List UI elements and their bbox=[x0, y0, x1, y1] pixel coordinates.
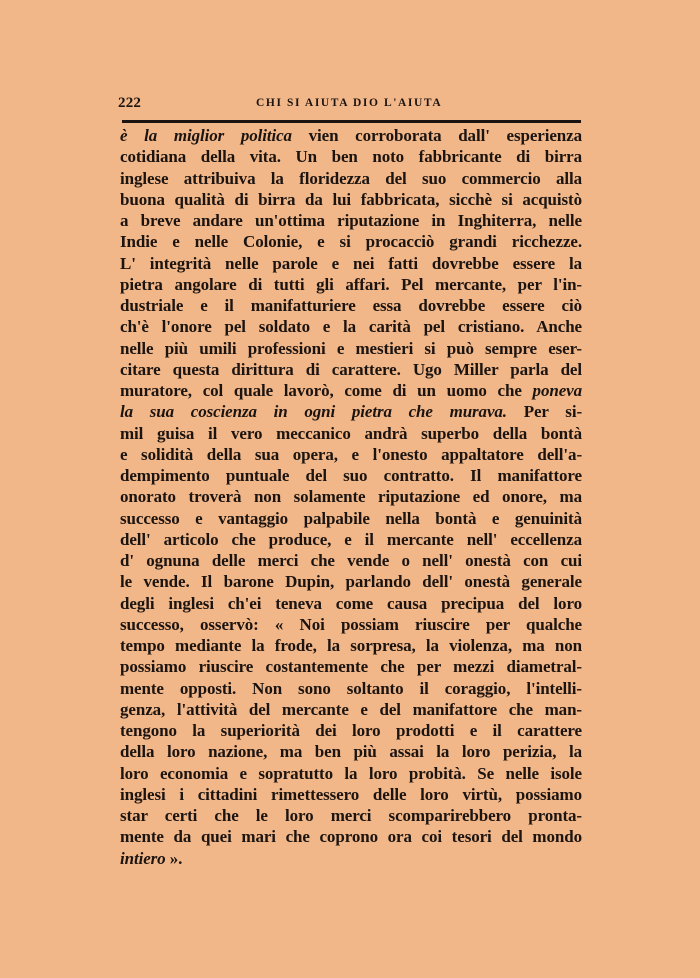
text-segment: Indie e nelle Colonie, e si procacciò grandi ricchezze. bbox=[120, 232, 582, 252]
text-segment: dempimento puntuale del suo contratto. Il manifattore bbox=[120, 466, 582, 485]
text-segment: onorato troverà non solamente riputazione ed onore, ma bbox=[120, 487, 582, 507]
text-segment: nelle più umili professioni e mestieri si può sempre eser- bbox=[120, 338, 582, 358]
text-line bbox=[120, 486, 582, 507]
text-line bbox=[120, 423, 582, 444]
text-line bbox=[120, 380, 582, 401]
text-line bbox=[120, 444, 582, 465]
text-segment: loro economia e sopratutto la loro probità. Se nelle isole bbox=[120, 763, 582, 783]
text-segment: successo e vantaggio palpabile nella bontà e genuinità bbox=[120, 508, 582, 528]
text-segment: mil guisa il vero meccanico andrà superbo della bontà bbox=[120, 423, 582, 443]
text-segment: citare questa dirittura di carattere. Ugo Miller parla del bbox=[120, 359, 582, 379]
text-segment: e solidità della sua opera, e l'onesto appaltatore dell'a- bbox=[120, 444, 582, 464]
text-line bbox=[120, 529, 582, 550]
text-line bbox=[120, 678, 582, 699]
text-line bbox=[120, 231, 582, 252]
italic-text-segment: la sua coscienza in ogni pietra che murava. bbox=[120, 402, 507, 422]
text-line bbox=[120, 274, 582, 295]
text-line bbox=[120, 125, 582, 146]
italic-text-segment: è la miglior politica bbox=[120, 126, 292, 145]
text-line bbox=[120, 253, 582, 274]
text-segment: Per si- bbox=[506, 402, 583, 422]
text-line bbox=[120, 571, 582, 592]
text-line bbox=[120, 295, 582, 316]
text-line bbox=[120, 189, 582, 210]
text-line bbox=[120, 805, 582, 826]
text-line bbox=[120, 826, 582, 847]
page-header bbox=[118, 95, 580, 115]
text-line bbox=[120, 784, 582, 805]
text-segment: mente da quei mari che coprono ora coi tesori del mondo bbox=[120, 827, 582, 847]
text-line bbox=[120, 593, 582, 614]
text-segment: inglese attribuiva la floridezza del suo commercio alla bbox=[120, 168, 582, 188]
text-segment: d' ognuna delle merci che vende o nell' onestà con cui bbox=[120, 551, 582, 570]
text-segment: L' integrità nelle parole e nei fatti dovrebbe essere la bbox=[120, 253, 582, 273]
text-line bbox=[120, 146, 582, 167]
text-line bbox=[120, 401, 582, 422]
text-segment: successo, osservò: « Noi possiam riuscire per qualche bbox=[120, 614, 582, 634]
text-segment: ch'è l'onore pel soldato e la carità pel cristiano. Anche bbox=[120, 317, 582, 337]
text-segment: muratore, col quale lavorò, come di un uomo che bbox=[120, 381, 533, 400]
text-segment: mente opposti. Non sono soltanto il coraggio, l'intelli- bbox=[120, 678, 582, 698]
italic-text-segment: poneva bbox=[532, 381, 582, 400]
text-segment: inglesi i cittadini rimettessero delle loro virtù, possiamo bbox=[120, 784, 582, 804]
text-segment: pietra angolare di tutti gli affari. Pel mercante, per l'in- bbox=[120, 274, 582, 294]
text-segment: vien corroborata dall' esperienza bbox=[291, 126, 582, 145]
text-line bbox=[120, 741, 582, 762]
text-segment: della loro nazione, ma ben più assai la loro perizia, la bbox=[120, 742, 582, 762]
text-segment: star certi che le loro merci scomparirebbero pronta- bbox=[120, 806, 582, 825]
text-segment: a breve andare un'ottima riputazione in Inghiterra, nelle bbox=[120, 211, 582, 230]
text-line bbox=[120, 210, 582, 231]
text-segment: ». bbox=[165, 848, 183, 868]
text-segment: buona qualità di birra da lui fabbricata, sicchè si acquistò bbox=[120, 189, 582, 209]
text-line bbox=[120, 720, 582, 741]
text-line bbox=[120, 848, 582, 869]
text-segment: dell' articolo che produce, e il mercante nell' eccellenza bbox=[120, 529, 582, 549]
header-rule bbox=[122, 120, 581, 123]
text-segment: degli inglesi ch'ei teneva come causa precipua del loro bbox=[120, 593, 582, 613]
text-line bbox=[120, 359, 582, 380]
text-line bbox=[120, 465, 582, 486]
text-line bbox=[120, 508, 582, 529]
text-line bbox=[120, 699, 582, 720]
text-line bbox=[120, 614, 582, 635]
text-segment: genza, l'attività del mercante e del manifattore che man- bbox=[120, 699, 582, 719]
text-line bbox=[120, 316, 582, 337]
text-segment: tengono la superiorità dei loro prodotti e il carattere bbox=[120, 721, 582, 740]
text-segment: le vende. Il barone Dupin, parlando dell' onestà generale bbox=[120, 572, 582, 592]
running-title: CHI SI AIUTA DIO L'AIUTA bbox=[256, 97, 443, 109]
italic-text-segment: intiero bbox=[120, 848, 166, 868]
text-segment: possiamo riuscire costantemente che per mezzi diametral- bbox=[120, 657, 582, 677]
text-segment: dustriale e il manifatturiere essa dovrebbe essere ciò bbox=[120, 296, 582, 315]
text-line bbox=[120, 656, 582, 677]
text-segment: tempo mediante la frode, la sorpresa, la violenza, ma non bbox=[120, 636, 582, 655]
page-number: 222 bbox=[118, 95, 142, 111]
text-segment: cotidiana della vita. Un ben noto fabbricante di birra bbox=[120, 147, 582, 167]
text-line bbox=[120, 338, 582, 359]
text-line bbox=[120, 550, 582, 571]
body-text bbox=[120, 125, 582, 869]
text-line bbox=[120, 168, 582, 189]
text-line bbox=[120, 763, 582, 784]
text-line bbox=[120, 635, 582, 656]
